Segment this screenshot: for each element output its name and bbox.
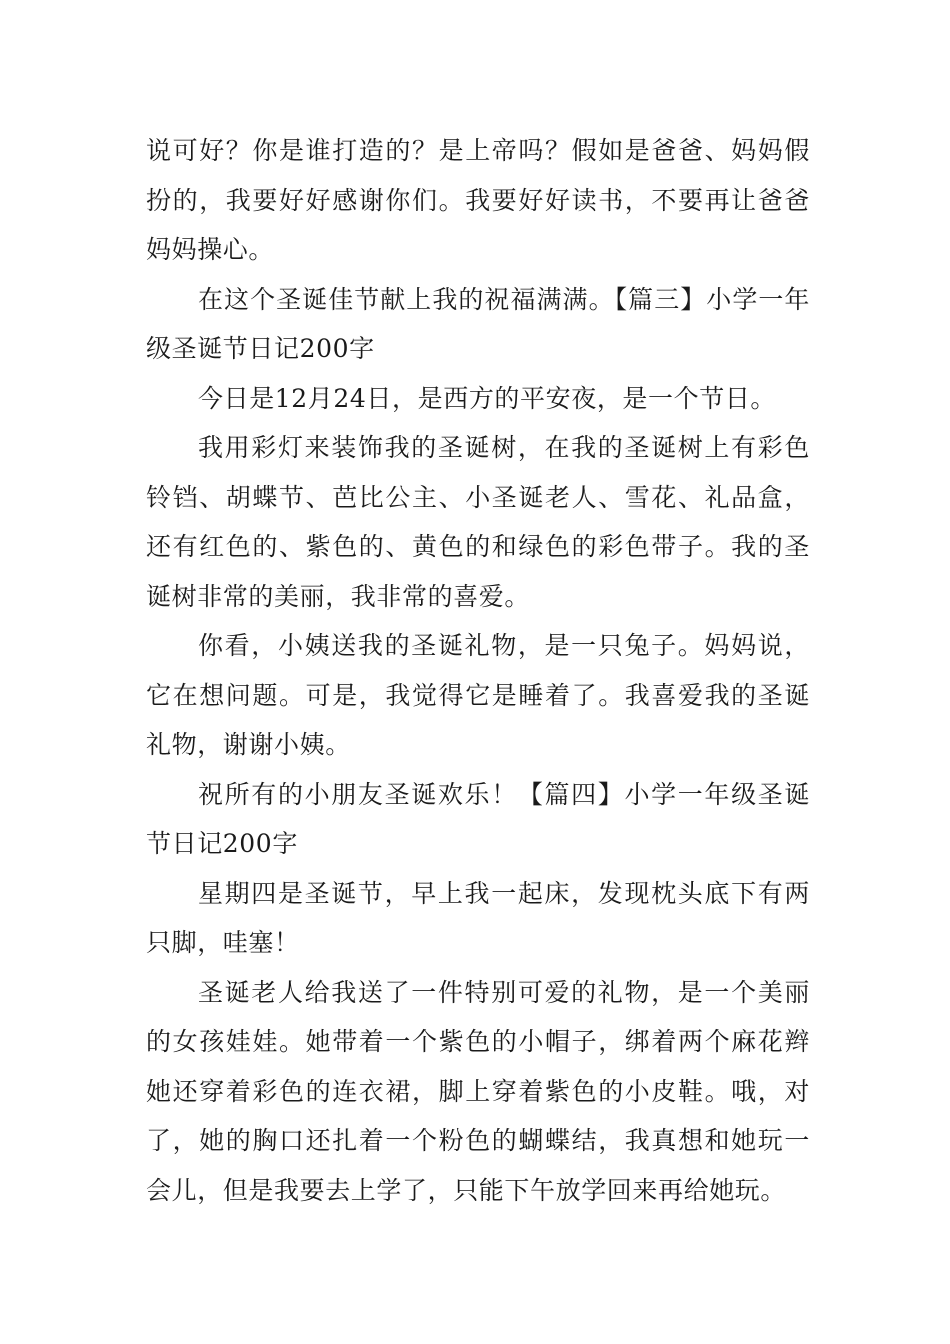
paragraph-6: 祝所有的小朋友圣诞欢乐！【篇四】小学一年级圣诞节日记200字 [146, 779, 810, 858]
paragraph-8: 圣诞老人给我送了一件特别可爱的礼物，是一个美丽的女孩娃娃。她带着一个紫色的小帽子，绑着两个麻花辫她还穿着彩色的连衣裙，脚上穿着紫色的小皮鞋。哦，对了，她的胸口还扎着一个粉色的蝴蝶结，我真想和她玩一会儿，但是我要去上学了，只能下午放学回来再给她玩。 [146, 977, 810, 1205]
paragraph-3: 今日是12月24日，是西方的平安夜，是一个节日。 [198, 383, 777, 413]
paragraph-2: 在这个圣诞佳节献上我的祝福满满。【篇三】小学一年级圣诞节日记200字 [146, 284, 810, 363]
paragraph-7: 星期四是圣诞节，早上我一起床，发现枕头底下有两只脚，哇塞！ [146, 878, 810, 957]
paragraph-4: 我用彩灯来装饰我的圣诞树，在我的圣诞树上有彩色铃铛、胡蝶节、芭比公主、小圣诞老人、雪花、礼品盒，还有红色的、紫色的、黄色的和绿色的彩色带子。我的圣诞树非常的美丽，我非常的喜爱。 [146, 433, 810, 611]
paragraph-1: 说可好？你是谁打造的？是上帝吗？假如是爸爸、妈妈假扮的，我要好好感谢你们。我要好好读书，不要再让爸爸妈妈操心。 [146, 136, 810, 264]
paragraph-5: 你看，小姨送我的圣诞礼物，是一只兔子。妈妈说，它在想问题。可是，我觉得它是睡着了。我喜爱我的圣诞礼物，谢谢小姨。 [146, 631, 810, 759]
body-text [146, 126, 810, 1215]
